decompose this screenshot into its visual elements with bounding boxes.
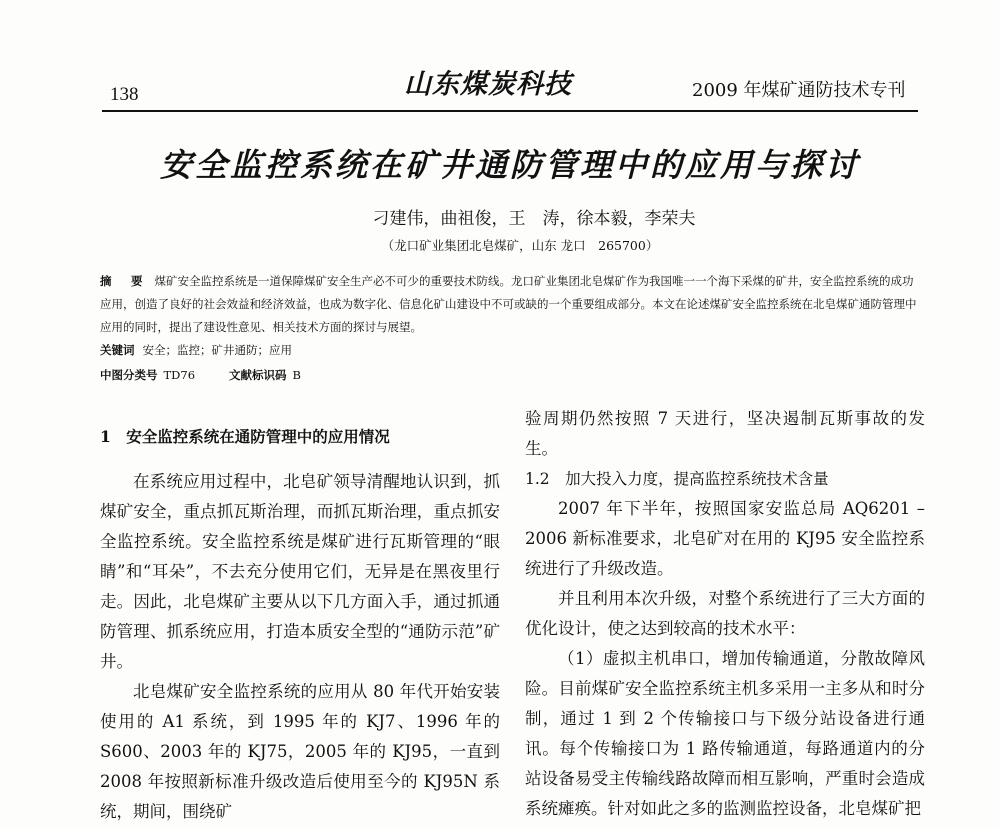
abstract bbox=[100, 270, 918, 339]
doc-code-value: B bbox=[292, 368, 301, 382]
body-paragraph: （1）虚拟主机串口，增加传输通道，分散故障风险。目前煤矿安全监控系统主机多采用一主多从和时分制，通过 1 到 2 个传输接口与下级分站设备进行通讯。每个传输接口为 1 路传输通道，每路通道内的分站设备易受主传输线路故障而相互影响，严重时会造成系统瘫痪。针对如此之多的监测监控设备，北皂煤矿把 bbox=[525, 649, 925, 818]
subsection-heading: 1.2 加大投入力度，提高监控系统技术含量 bbox=[525, 470, 829, 488]
journal-logo: 山东煤炭科技 bbox=[404, 69, 572, 100]
body-paragraph: 北皂煤矿安全监控系统的应用从 80 年代开始安装使用的 A1 系统，到 1995 年的 KJ7、1996 年的 S600、2003 年的 KJ75，2005 年的 KJ95，一直到 2008 年按照新标准升级改造后使用至今的 KJ95N 系统，期间，围绕矿 bbox=[100, 682, 500, 821]
body-paragraph: 在系统应用过程中，北皂矿领导清醒地认识到，抓煤矿安全，重点抓瓦斯治理，而抓瓦斯治理，重点抓安全监控系统。安全监控系统是煤矿进行瓦斯管理的“眼睛”和“耳朵”，不去充分使用它们，无异是在黑夜里行走。因此，北皂煤矿主要从以下几方面入手，通过抓通防管理、抓系统应用，打造本质安全型的“通防示范”矿井。 bbox=[100, 472, 500, 671]
page-number: 138 bbox=[110, 84, 139, 105]
affiliation: （龙口矿业集团北皂煤矿，山东 龙口 265700） bbox=[381, 238, 659, 253]
running-header: 2009 年煤矿通防技术专刊 bbox=[692, 80, 906, 101]
abstract-text: 煤矿安全监控系统是一道保障煤矿安全生产必不可少的重要技术防线。龙口矿业集团北皂煤矿作为我国唯一一个海下采煤的矿井，安全监控系统的成功应用，创造了良好的社会效益和经济效益，也成为数字化、信息化矿山建设中不可或缺的一个重要组成部分。本文在论述煤矿安全监控系统在北皂煤矿通防管理中应用的同时，提出了建设性意见、相关技术方面的探讨与展望。 bbox=[100, 274, 917, 334]
keywords-label: 关键词 bbox=[100, 343, 135, 357]
continuation-paragraph: 验周期仍然按照 7 天进行，坚决遏制瓦斯事故的发生。 bbox=[525, 409, 925, 458]
header-rule bbox=[102, 110, 918, 112]
left-column bbox=[100, 422, 500, 827]
classification bbox=[100, 367, 301, 383]
section-heading: 1 安全监控系统在通防管理中的应用情况 bbox=[100, 427, 390, 446]
article-title: 安全监控系统在矿井通防管理中的应用与探讨 bbox=[159, 146, 860, 184]
keywords-value: 安全；监控；矿井通防；应用 bbox=[142, 343, 292, 357]
right-column bbox=[525, 404, 925, 824]
abstract-label: 摘 要 bbox=[100, 274, 147, 288]
authors: 刁建伟，曲祖俊，王 涛，徐本毅，李荣夫 bbox=[372, 209, 696, 229]
clc-value: TD76 bbox=[163, 368, 196, 382]
body-paragraph: 2007 年下半年，按照国家安监总局 AQ6201 – 2006 新标准要求，北皂矿对在用的 KJ95 安全监控系统进行了升级改造。 bbox=[525, 499, 925, 578]
keywords bbox=[100, 342, 292, 358]
clc-label: 中图分类号 bbox=[100, 368, 158, 382]
body-paragraph: 并且利用本次升级，对整个系统进行了三大方面的优化设计，使之达到较高的技术水平： bbox=[525, 589, 925, 638]
doc-code-label: 文献标识码 bbox=[229, 368, 287, 382]
